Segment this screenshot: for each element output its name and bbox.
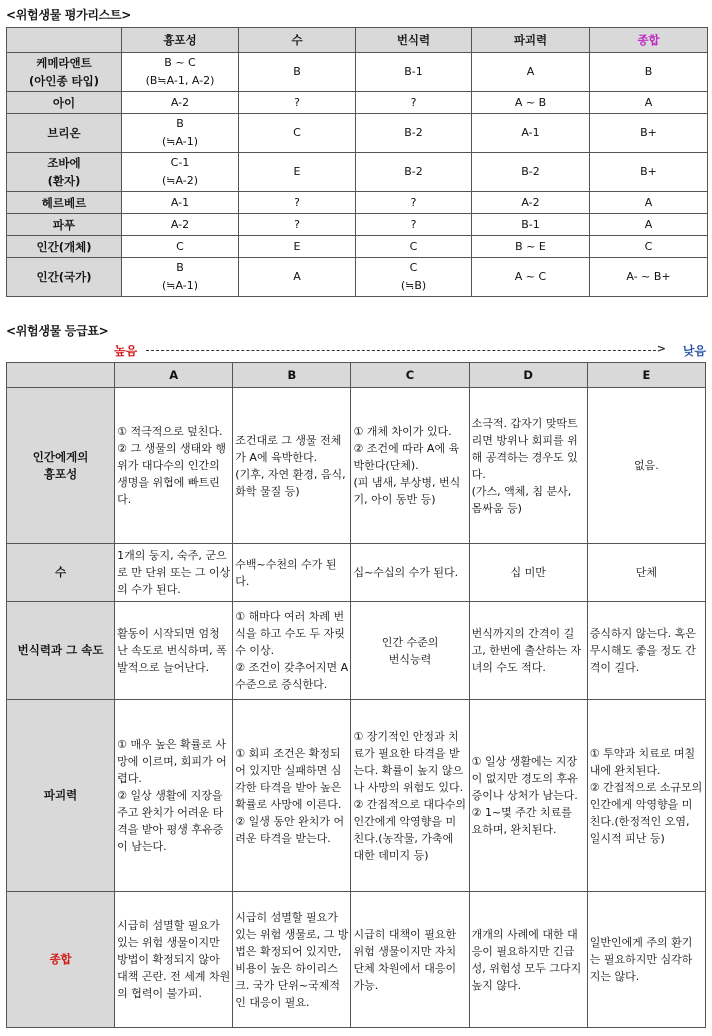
- grade-row-name: 수: [7, 544, 115, 602]
- grade-header-cell: C: [351, 363, 469, 388]
- grade-row: [7, 892, 706, 1028]
- grade-cell: ① 적극적으로 덮친다. ② 그 생물의 생태와 행위가 대다수의 인간의 생명을 위협에 빠트린다.: [115, 388, 233, 544]
- grade-cell: ① 회피 조건은 확정되어 있지만 실패하면 심각한 타격을 받아 높은 확률로 사망에 이른다. ② 일생 동안 완치가 어려운 타격을 받는다.: [233, 700, 351, 892]
- list-cell: [356, 92, 472, 114]
- list-cell-line: B ~ C: [164, 56, 196, 69]
- list-cell-line: ?: [294, 95, 300, 109]
- list-cell: [122, 92, 239, 114]
- list-row: [7, 53, 708, 92]
- list-cell-line: C: [644, 239, 653, 253]
- grade-row: [7, 388, 706, 544]
- list-cell: [122, 114, 239, 153]
- list-cell: [239, 214, 356, 236]
- list-cell: [472, 92, 590, 114]
- list-row: [7, 114, 708, 153]
- list-cell-line: B-2: [404, 126, 423, 139]
- list-cell: [356, 214, 472, 236]
- list-cell: [356, 258, 472, 297]
- list-cell: [590, 92, 708, 114]
- grade-cell: 시급히 섬멸할 필요가 있는 위험 생물이지만 방법이 확정되지 않아 대책 곤란. 전 세계 차원의 협력이 불가피.: [115, 892, 233, 1028]
- grade-row-name: 종합: [7, 892, 115, 1028]
- grade-cell: 조건대로 그 생물 전체가 A에 육박한다. (기후, 자연 환경, 음식, 화학 물질 등): [233, 388, 351, 544]
- list-row: [7, 258, 708, 297]
- grade-cell: 증식하지 않는다. 혹은 무시해도 좋을 정도 간격이 길다.: [587, 602, 705, 700]
- grade-header-cell: B: [233, 363, 351, 388]
- list-cell-line: B-2: [404, 165, 423, 178]
- list-row-name-line: 브리온: [47, 126, 81, 140]
- list-cell: [472, 214, 590, 236]
- list-row-name: [7, 114, 122, 153]
- list-cell-line: B: [176, 261, 184, 274]
- list-cell: [239, 114, 356, 153]
- list-row-name-line: 아이: [52, 95, 76, 110]
- list-cell: [356, 192, 472, 214]
- list-cell-line: A-2: [521, 195, 540, 209]
- scale-dashed-line: [146, 350, 656, 351]
- list-row-name-line: 헤르베르: [41, 195, 87, 210]
- list-cell: [356, 114, 472, 153]
- list-row-name: [7, 153, 122, 192]
- list-cell: [472, 236, 590, 258]
- list-cell: [472, 192, 590, 214]
- list-row-name-line: (아인종 타입): [28, 74, 100, 88]
- list-header-corner: [7, 28, 122, 53]
- list-cell-line: A-1: [170, 195, 190, 209]
- list-cell-line: C: [409, 239, 418, 253]
- list-header-cell: 수: [239, 28, 356, 53]
- list-cell: [122, 153, 239, 192]
- grade-cell: ① 해마다 여러 차례 번식을 하고 수도 두 자릿수 이상. ② 조건이 갖추어지면 A 수준으로 증식한다.: [233, 602, 351, 700]
- list-cell-line: ?: [410, 95, 417, 109]
- list-cell: [590, 214, 708, 236]
- grade-row-name: 파괴력: [7, 700, 115, 892]
- grade-cell: 개개의 사례에 대한 대응이 필요하지만 긴급성, 위험성 모두 그다지 높지 않다.: [469, 892, 587, 1028]
- list-cell-line: B+: [640, 165, 657, 178]
- list-cell: [590, 236, 708, 258]
- grade-header-row: [7, 363, 706, 388]
- grade-header-cell: D: [469, 363, 587, 388]
- scale-low-label: 낮음: [682, 344, 706, 358]
- list-cell-line: (≒B): [400, 279, 427, 292]
- list-cell-line: A-2: [170, 217, 190, 231]
- grade-cell: 시급히 대책이 필요한 위험 생물이지만 자치 단체 차원에서 대응이 가능.: [351, 892, 469, 1028]
- grade-cell: 인간 수준의 번식능력: [351, 602, 469, 700]
- grade-cell: 없음.: [587, 388, 705, 544]
- list-row: [7, 92, 708, 114]
- list-row-name-line: 인간(개체): [36, 239, 92, 254]
- list-cell: [590, 114, 708, 153]
- list-cell: [122, 214, 239, 236]
- list-cell: [590, 258, 708, 297]
- danger-grade-table: [6, 362, 706, 1028]
- list-row-name: [7, 92, 122, 114]
- list-cell: [122, 236, 239, 258]
- list-row-name-line: 케메라앤트: [36, 56, 92, 70]
- list-cell-line: B: [644, 65, 653, 78]
- list-row: [7, 236, 708, 258]
- list-cell-line: B ~ E: [515, 239, 546, 253]
- list-header-cell: 파괴력: [472, 28, 590, 53]
- list-cell: [122, 258, 239, 297]
- list-row-name: [7, 258, 122, 297]
- list-row-name: [7, 214, 122, 236]
- grade-row: [7, 602, 706, 700]
- grade-cell: 시급히 섬멸할 필요가 있는 위험 생물로, 그 방법은 확정되어 있지만, 비용이 높은 하이리스크. 국가 단위~국제적인 대응이 필요.: [233, 892, 351, 1028]
- list-cell-line: C: [176, 239, 184, 253]
- list-cell-line: E: [293, 165, 301, 178]
- list-cell: [472, 153, 590, 192]
- list-header-cell: 흉포성: [122, 28, 239, 53]
- list-cell-line: (≒A-2): [161, 174, 199, 187]
- list-cell-line: B: [176, 117, 184, 130]
- list-cell-line: A-1: [521, 126, 540, 139]
- grade-cell: 단체: [587, 544, 705, 602]
- list-row-name: [7, 53, 122, 92]
- list-cell-line: A: [644, 195, 653, 209]
- list-cell: [239, 153, 356, 192]
- list-cell: [356, 236, 472, 258]
- list-cell-line: B-1: [404, 65, 423, 78]
- list-cell-line: ?: [410, 195, 417, 209]
- list-cell-line: C: [409, 261, 418, 274]
- list-cell-line: C-1: [170, 156, 190, 169]
- list-cell: [239, 92, 356, 114]
- grade-cell: 활동이 시작되면 엄청난 속도로 번식하며, 폭발적으로 늘어난다.: [115, 602, 233, 700]
- list-cell-line: A- ~ B+: [626, 270, 671, 283]
- scale-arrow: >: [656, 342, 666, 355]
- list-row-name-line: 인간(국가): [36, 270, 92, 284]
- grade-cell: 수백~수천의 수가 된다.: [233, 544, 351, 602]
- list-row: [7, 153, 708, 192]
- list-cell: [239, 192, 356, 214]
- grade-cell: 번식까지의 간격이 길고, 한번에 출산하는 자녀의 수도 적다.: [469, 602, 587, 700]
- list-cell: [590, 53, 708, 92]
- list-cell-line: C: [293, 126, 301, 139]
- list-header-cell: 번식력: [356, 28, 472, 53]
- grade-cell: 1개의 둥지, 숙주, 군으로 만 단위 또는 그 이상의 수가 된다.: [115, 544, 233, 602]
- grade-row: [7, 544, 706, 602]
- list-cell-line: A ~ C: [514, 270, 547, 283]
- list-cell: [122, 192, 239, 214]
- list-cell-line: (≒A-1): [161, 279, 199, 292]
- list-cell: [356, 153, 472, 192]
- grade-cell: 십 미만: [469, 544, 587, 602]
- list-cell: [590, 153, 708, 192]
- list-header-row: [7, 28, 708, 53]
- list-cell-line: A ~ B: [514, 95, 547, 109]
- grade-cell: ① 일상 생활에는 지장이 없지만 경도의 후유증이나 상처가 남는다. ② 1~몇 주간 치료를 요하며, 완치된다.: [469, 700, 587, 892]
- list-cell: [239, 236, 356, 258]
- list-cell-line: ?: [410, 217, 417, 231]
- list-cell: [472, 53, 590, 92]
- danger-list-table: [6, 27, 708, 297]
- list-cell: [590, 192, 708, 214]
- list-cell: [356, 53, 472, 92]
- grade-cell: 십~수십의 수가 된다.: [351, 544, 469, 602]
- list-cell-line: A: [644, 217, 653, 231]
- list-row-name-line: 파푸: [52, 217, 76, 232]
- grade-cell: ① 투약과 치료로 며칠 내에 완치된다. ② 간접적으로 소규모의 인간에게 악영향을 미친다.(한정적인 오염, 일시적 피난 등): [587, 700, 705, 892]
- grade-title: <위험생물 등급표>: [6, 324, 109, 338]
- list-title: <위험생물 평가리스트>: [6, 8, 132, 22]
- scale-high-label: 높음: [114, 344, 138, 358]
- grade-cell: 일반인에게 주의 환기는 필요하지만 심각하지는 않다.: [587, 892, 705, 1028]
- grade-header-corner: [7, 363, 115, 388]
- list-row-name: [7, 192, 122, 214]
- list-cell-line: E: [293, 239, 301, 253]
- list-cell: [239, 258, 356, 297]
- list-cell-line: ?: [294, 195, 300, 209]
- list-cell-line: A: [644, 95, 653, 109]
- list-cell-line: (≒A-1): [161, 135, 199, 148]
- grade-cell: ① 매우 높은 확률로 사망에 이르며, 회피가 어렵다. ② 일상 생활에 지장을 주고 완치가 어려운 타격을 받아 평생 후유증이 남는다.: [115, 700, 233, 892]
- list-cell: [239, 53, 356, 92]
- grade-cell: 소극적. 갑자기 맞딱트리면 방위나 회피를 위해 공격하는 경우도 있다. (가스, 액체, 침 분사, 몸싸움 등): [469, 388, 587, 544]
- list-cell-line: (B≒A-1, A-2): [145, 74, 215, 87]
- list-cell-line: A-2: [170, 95, 190, 109]
- list-cell-line: A: [526, 65, 535, 78]
- grade-cell: ① 장기적인 안정과 치료가 필요한 타격을 받는다. 확률이 높지 않으나 사망의 위험도 있다. ② 간접적으로 대다수의 인간에게 악영향을 미친다.(농작물, 가축에 대한 데미지 등): [351, 700, 469, 892]
- list-row: [7, 214, 708, 236]
- list-row-name-line: 조바에: [47, 156, 81, 170]
- grade-header-cell: E: [587, 363, 705, 388]
- list-cell-line: B-1: [521, 217, 540, 231]
- list-cell-line: B-2: [521, 165, 540, 178]
- list-cell: [472, 258, 590, 297]
- list-header-cell: 종합: [590, 28, 708, 53]
- list-cell: [472, 114, 590, 153]
- list-row-name-line: (환자): [47, 174, 81, 188]
- grade-row-name: 인간에게의 흉포성: [7, 388, 115, 544]
- list-cell-line: B+: [640, 126, 657, 139]
- grade-row: [7, 700, 706, 892]
- list-cell-line: ?: [294, 217, 300, 231]
- list-cell: [122, 53, 239, 92]
- grade-row-name: 번식력과 그 속도: [7, 602, 115, 700]
- list-row: [7, 192, 708, 214]
- list-cell-line: A: [293, 270, 301, 283]
- grade-header-cell: A: [115, 363, 233, 388]
- list-cell-line: B: [293, 65, 301, 78]
- list-row-name: [7, 236, 122, 258]
- danger-scale: [6, 342, 706, 358]
- grade-cell: ① 개체 차이가 있다. ② 조건에 따라 A에 육박한다(단체). (피 냄새, 부상병, 번식기, 아이 동반 등): [351, 388, 469, 544]
